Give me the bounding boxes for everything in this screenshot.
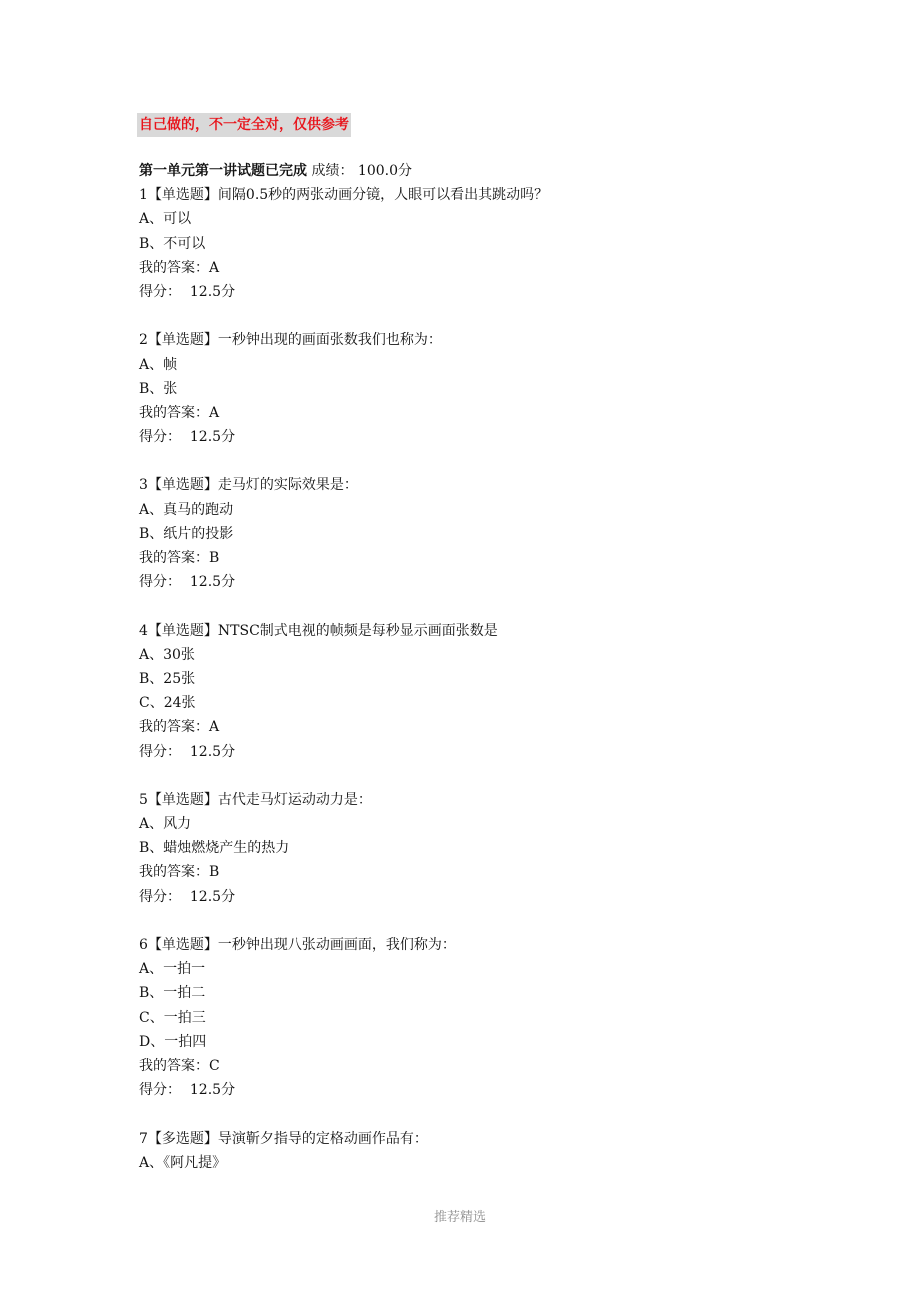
question-block <box>139 619 879 764</box>
answer-option: D、一拍四 <box>139 1033 207 1050</box>
answer-option: A、真马的跑动 <box>139 501 234 518</box>
my-answer: 我的答案：C <box>139 1057 220 1074</box>
answer-option: A、《阿凡提》 <box>139 1154 227 1171</box>
disclaimer-note: 自己做的，不一定全对，仅供参考 <box>137 113 351 137</box>
my-answer: 我的答案：B <box>139 864 220 881</box>
question-score: 得分： 12.5分 <box>139 1082 236 1099</box>
question-list <box>139 183 879 1175</box>
question-title: 6【单选题】一秒钟出现八张动画画面，我们称为： <box>139 937 456 953</box>
answer-option: C、一拍三 <box>139 1009 206 1026</box>
score-value: 100.0分 <box>357 163 412 179</box>
my-answer: 我的答案：A <box>139 719 220 736</box>
answer-option: B、纸片的投影 <box>139 525 234 542</box>
my-answer: 我的答案：A <box>139 259 220 276</box>
question-title: 1【单选题】间隔0.5秒的两张动画分镜，人眼可以看出其跳动吗？ <box>139 187 549 204</box>
answer-option: C、24张 <box>139 695 196 712</box>
question-title: 3【单选题】走马灯的实际效果是： <box>139 477 358 494</box>
answer-option: B、不可以 <box>139 235 206 252</box>
question-score: 得分： 12.5分 <box>139 429 236 446</box>
answer-option: A、30张 <box>139 646 195 663</box>
score-label: 成绩： <box>311 163 354 179</box>
question-block <box>139 328 879 449</box>
question-title: 4【单选题】NTSC制式电视的帧频是每秒显示画面张数是 <box>139 622 498 639</box>
question-score: 得分： 12.5分 <box>139 283 236 300</box>
question-block <box>139 1127 879 1175</box>
section-header <box>139 159 879 183</box>
question-title: 7【多选题】导演靳夕指导的定格动画作品有： <box>139 1130 428 1147</box>
my-answer: 我的答案：A <box>139 404 220 421</box>
answer-option: B、25张 <box>139 670 196 687</box>
answer-option: A、风力 <box>139 816 192 833</box>
page-footer: 推荐精选 <box>433 1210 486 1225</box>
question-block <box>139 473 879 594</box>
answer-option: B、蜡烛燃烧产生的热力 <box>139 840 290 857</box>
question-block <box>139 183 879 304</box>
question-score: 得分： 12.5分 <box>139 743 236 760</box>
question-title: 5【单选题】古代走马灯运动动力是： <box>139 791 372 808</box>
quiz-content <box>139 159 879 1199</box>
question-block <box>139 933 879 1102</box>
answer-option: A、一拍一 <box>139 961 206 978</box>
answer-option: B、一拍二 <box>139 985 206 1002</box>
answer-option: A、帧 <box>139 356 178 373</box>
question-score: 得分： 12.5分 <box>139 574 236 591</box>
question-block <box>139 788 879 909</box>
question-title: 2【单选题】一秒钟出现的画面张数我们也称为： <box>139 332 442 349</box>
answer-option: B、张 <box>139 380 178 397</box>
my-answer: 我的答案：B <box>139 550 220 566</box>
answer-option: A、可以 <box>139 211 192 228</box>
section-title: 第一单元第一讲试题已完成 <box>139 163 307 179</box>
question-score: 得分： 12.5分 <box>139 888 236 905</box>
